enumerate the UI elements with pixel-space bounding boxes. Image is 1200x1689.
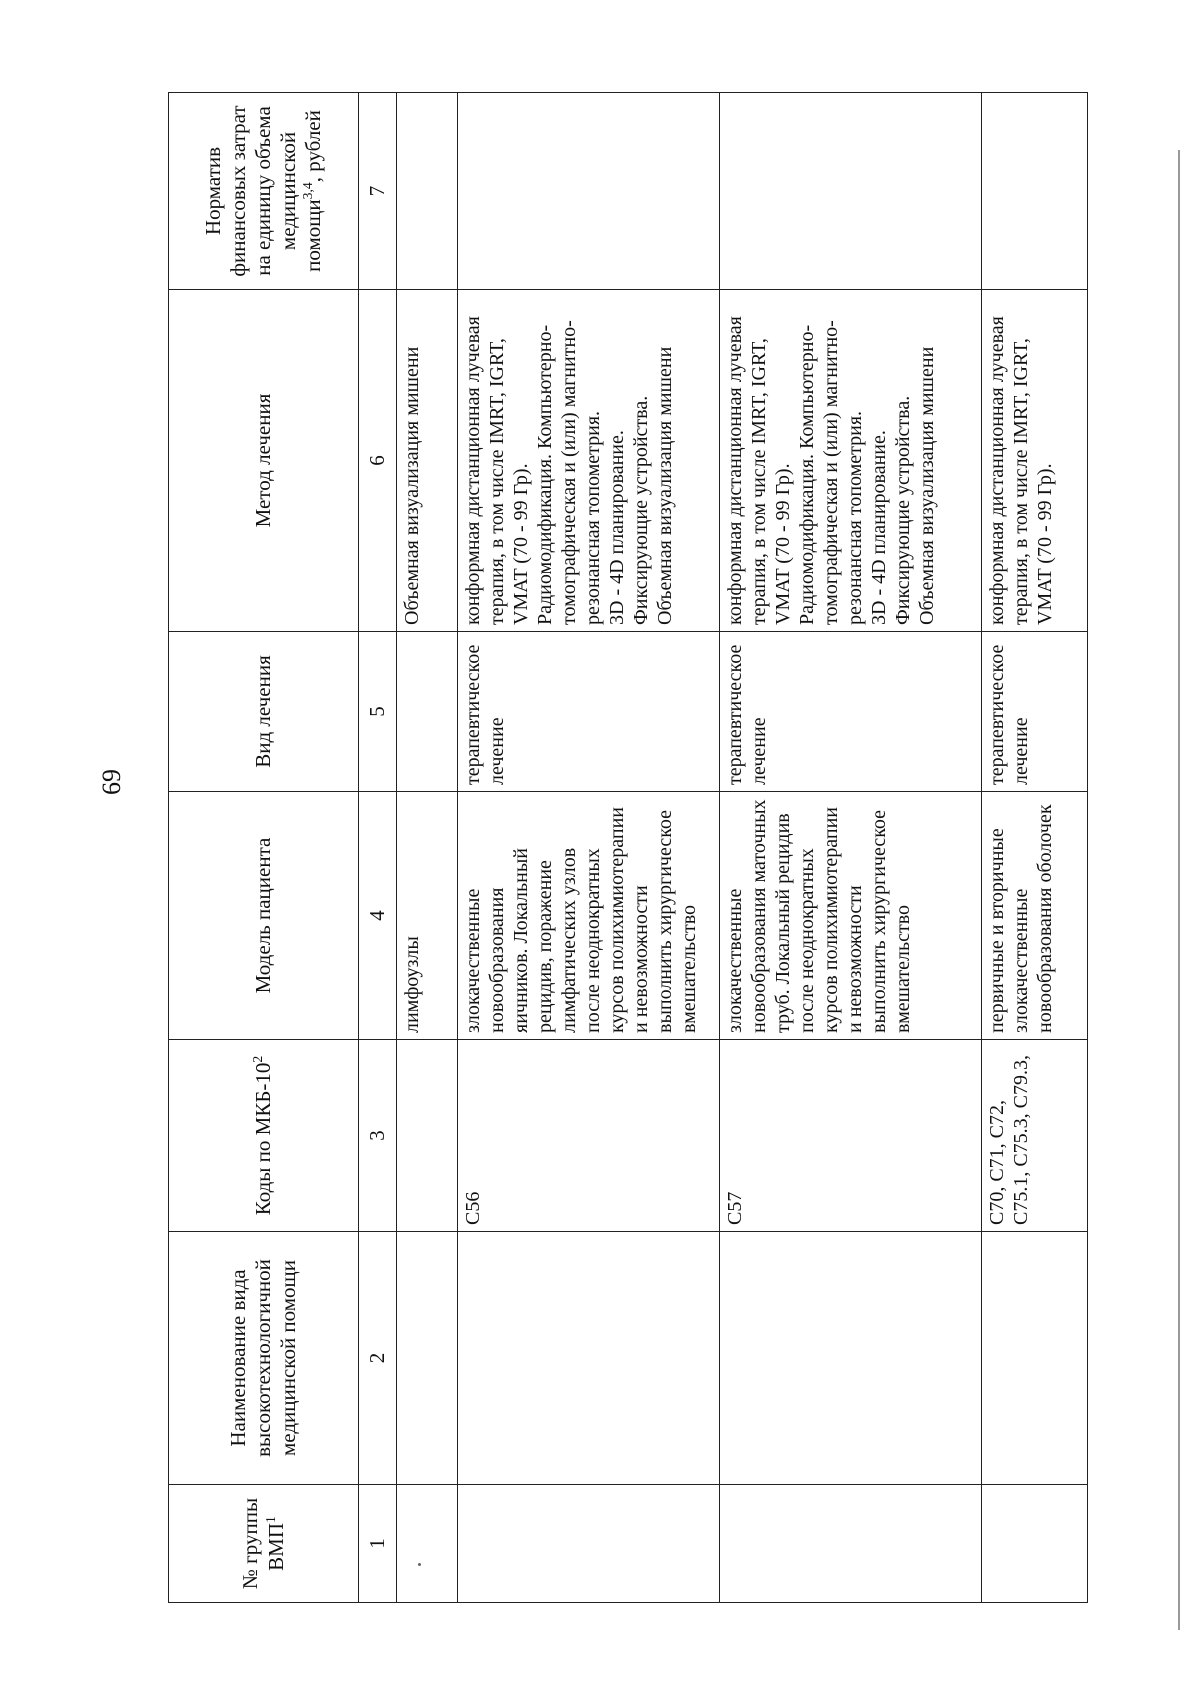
rotated-table-container: [168, 93, 1088, 1603]
cell-group: [458, 1485, 720, 1603]
cell-cost: [397, 93, 458, 290]
cell-name: [720, 1232, 982, 1485]
column-number: 2: [359, 1232, 397, 1485]
cell-treatment-type: терапевтическое лечение: [982, 632, 1088, 792]
column-number: 5: [359, 632, 397, 792]
table-header-row: [169, 93, 359, 1603]
header-vmp-name: Наименование вида высокотехнологичной медицинской помощи: [169, 1232, 359, 1485]
header-icd-codes: Коды по МКБ-$10^2$: [169, 1040, 359, 1232]
column-number: 1: [359, 1485, 397, 1603]
column-number: 7: [359, 93, 397, 290]
cell-method: конформная дистанционная лучевая терапия, в том числе IMRT, IGRT, VMAT (70 - 99 Гр).: [982, 290, 1088, 632]
cell-name: [982, 1232, 1088, 1485]
table-row: [720, 93, 982, 1603]
cell-cost: [982, 93, 1088, 290]
cell-method: Объемная визуализация мишени: [397, 290, 458, 632]
cell-codes: C70, C71, C72, C75.1, C75.3, C79.3,: [982, 1040, 1088, 1232]
cell-treatment-type: терапевтическое лечение: [720, 632, 982, 792]
scan-speck: [418, 1563, 421, 1566]
table-row: [982, 93, 1088, 1603]
column-number-row: [359, 93, 397, 1603]
header-patient-model: Модель пациента: [169, 792, 359, 1040]
cell-name: [397, 1232, 458, 1485]
cell-model: злокачественные новообразования яичников. Локальный рецидив, поражение лимфатических узлов после неоднократных курсов полихимиотерапии и невозможности выполнить хирургическое вмешательство: [458, 792, 720, 1040]
header-treatment-method: Метод лечения: [169, 290, 359, 632]
column-number: 4: [359, 792, 397, 1040]
cell-method: конформная дистанционная лучевая терапия, в том числе IMRT, IGRT, VMAT (70 - 99 Гр). Радиомодификация. Компьютерно-томографическая и (или) магнитно-резонансная топометрия. 3D - 4D планирование. Фиксирующие устройства. Объемная визуализация мишени: [720, 290, 982, 632]
cell-model: первичные и вторичные злокачественные новообразования оболочек: [982, 792, 1088, 1040]
column-number: 3: [359, 1040, 397, 1232]
cell-group: [397, 1485, 458, 1603]
cell-codes: C57: [720, 1040, 982, 1232]
cell-method: конформная дистанционная лучевая терапия, в том числе IMRT, IGRT, VMAT (70 - 99 Гр). Радиомодификация. Компьютерно-томографическая и (или) магнитно-резонансная топометрия. 3D - 4D планирование. Фиксирующие устройства. Объемная визуализация мишени: [458, 290, 720, 632]
cell-name: [458, 1232, 720, 1485]
cell-codes: [397, 1040, 458, 1232]
cell-treatment-type: [397, 632, 458, 792]
header-treatment-type: Вид лечения: [169, 632, 359, 792]
page-edge-line: [1178, 150, 1180, 1630]
cell-group: [720, 1485, 982, 1603]
cell-model: злокачественные новообразования маточных труб. Локальный рецидив после неоднократных курсов полихимиотерапии и невозможности выполнить хирургическое вмешательство: [720, 792, 982, 1040]
header-cost-standard: Норматив финансовых затрат на единицу объема медицинской помощи$^{3,4}$, рублей: [169, 93, 359, 290]
header-group-number: № группы ВМП$^1$: [169, 1485, 359, 1603]
table-row: [397, 93, 458, 1603]
cell-codes: C56: [458, 1040, 720, 1232]
cell-treatment-type: терапевтическое лечение: [458, 632, 720, 792]
column-number: 6: [359, 290, 397, 632]
cell-cost: [458, 93, 720, 290]
cell-model: лимфоузлы: [397, 792, 458, 1040]
cell-cost: [720, 93, 982, 290]
page-number: 69: [97, 769, 126, 795]
vmp-table: [168, 92, 1088, 1603]
cell-group: [982, 1485, 1088, 1603]
table-row: [458, 93, 720, 1603]
